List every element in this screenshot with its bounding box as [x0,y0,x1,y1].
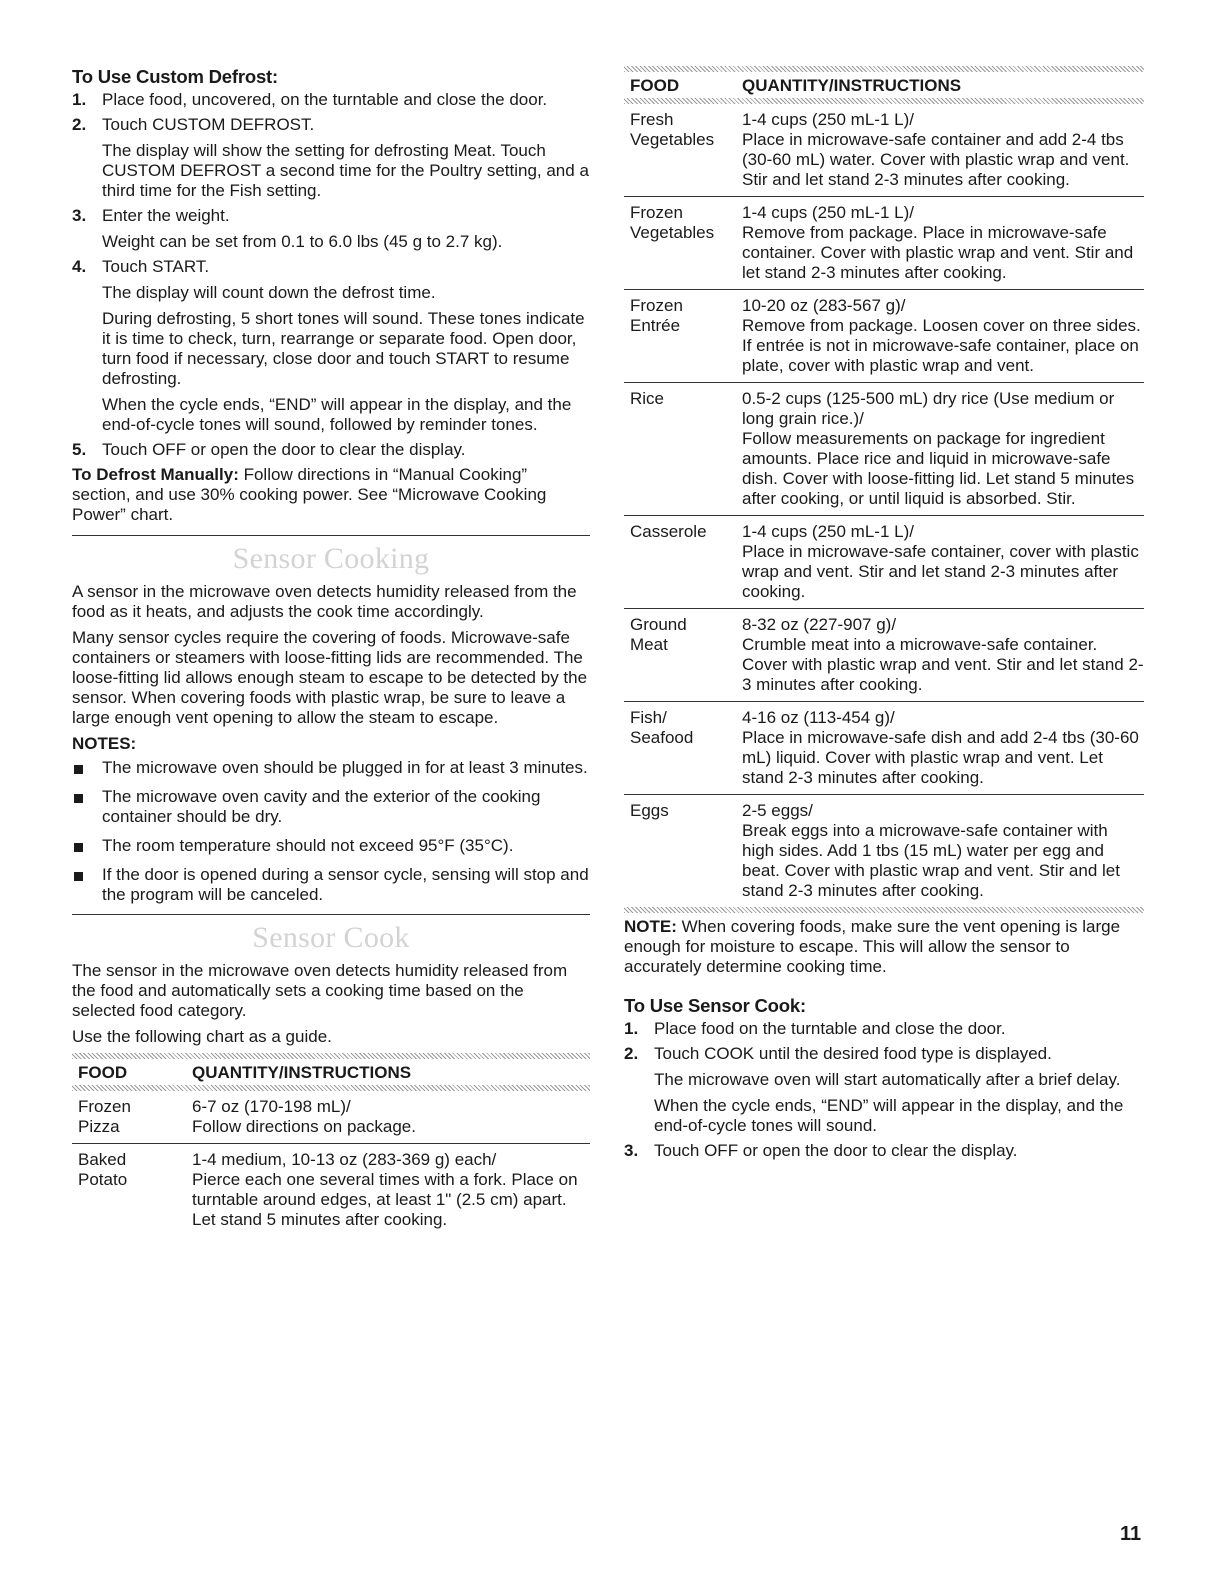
table-row [72,1091,590,1144]
step-text: During defrosting, 5 short tones will sound. These tones indicate it is time to check, turn, rearrange or separate food. Open door, turn food if necessary, close door and touch START to resume defrosting. [102,309,585,388]
step-item [624,1044,1144,1136]
table-row [72,1144,590,1237]
food-cell: Fish/ Seafood [624,702,734,795]
step-body [102,115,590,201]
instructions-text: Remove from package. Place in microwave-safe container. Cover with plastic wrap and vent. Stir and let stand 2-3 minutes after cooking. [742,223,1134,282]
instructions-text: Pierce each one several times with a fork. Place on turntable around edges, at least 1" (2.5 cm) apart. Let stand 5 minutes after cooking. [192,1170,578,1229]
sensor-note-paragraph [624,917,1144,977]
step-text: Place food, uncovered, on the turntable and close the door. [102,90,548,109]
instructions-text: Place in microwave-safe dish and add 2-4 tbs (30-60 mL) liquid. Cover with plastic wrap and vent. Let stand 2-3 minutes after cooking. [742,728,1139,787]
step-number: 2. [72,115,87,134]
right-column [624,66,1144,1166]
quantity-text: 6-7 oz (170-198 mL)/ [192,1097,351,1116]
step-item [72,90,590,110]
food-cell: Baked Potato [78,1150,128,1189]
instructions-text: Break eggs into a microwave-safe container with high sides. Add 1 tbs (15 mL) water per egg and beat. Cover with plastic wrap and vent. Stir and let stand 2-3 minutes after cooking. [742,821,1120,900]
sensor-cook-guide: Use the following chart as a guide. [72,1027,332,1046]
food-cell: Eggs [630,801,669,820]
food-cell: Fresh Vegetables [624,104,734,197]
quantity-cell [734,702,1144,795]
page-number: 11 [1120,1523,1142,1545]
step-body [102,206,590,252]
sensor-cooking-covering: Many sensor cycles require the covering of foods. Microwave-safe containers or steamers with loose-fitting lids are recommended. The loose-fitting lid allows enough steam to escape to be detected by the sensor. When covering foods with plastic wrap, be sure to leave a large enough vent opening to allow the steam to escape. [72,628,588,727]
sensor-note-label: NOTE: [624,917,677,936]
col-header-food: FOOD [630,76,680,95]
step-body [654,1044,1144,1136]
quantity-cell [734,104,1144,197]
step-text: Touch OFF or open the door to clear the display. [654,1141,1018,1160]
sensor-cook-table-right [624,72,1144,907]
notes-heading: NOTES: [72,734,137,753]
step-body [102,440,590,460]
quantity-text: 1-4 cups (250 mL-1 L)/ [742,203,914,222]
quantity-cell [734,516,1144,609]
quantity-text: 0.5-2 cups (125-500 mL) dry rice (Use medium or long grain rice.)/ [742,389,1115,428]
quantity-cell [734,290,1144,383]
step-item [72,206,590,252]
note-item [72,836,590,856]
step-text: Touch START. [102,257,210,276]
instructions-text: Follow directions on package. [192,1117,416,1136]
step-number: 3. [624,1141,639,1160]
quantity-text: 1-4 medium, 10-13 oz (283-369 g) each/ [192,1150,497,1169]
table-header-row [72,1059,590,1085]
food-cell: Ground Meat [624,609,734,702]
step-body [654,1019,1144,1039]
step-text: Place food on the turntable and close the door. [654,1019,1006,1038]
note-item [72,865,590,905]
bullet-square-icon [72,836,102,856]
col-header-quantity: QUANTITY/INSTRUCTIONS [192,1063,412,1082]
quantity-cell [734,197,1144,290]
note-text: The room temperature should not exceed 95°F (35°C). [102,836,514,855]
quantity-text: 8-32 oz (227-907 g)/ [742,615,897,634]
instructions-text: Place in microwave-safe container and add 2-4 tbs (30-60 mL) water. Cover with plastic wrap and vent. Stir and let stand 2-3 minutes after cooking. [742,130,1130,189]
quantity-cell [734,795,1144,908]
table-row [624,383,1144,516]
quantity-cell [734,609,1144,702]
sensor-cook-title: Sensor Cook [252,921,410,954]
step-number: 1. [72,90,87,109]
step-text: The display will count down the defrost time. [102,283,436,302]
step-number: 1. [624,1019,639,1038]
table-bottom-hatch [624,907,1144,913]
custom-defrost-heading: To Use Custom Defrost: [72,66,278,87]
step-number: 2. [624,1044,639,1063]
step-body [654,1141,1144,1161]
step-item [624,1141,1144,1161]
bullet-square-icon [72,758,102,778]
notes-list [72,758,590,905]
left-column [72,66,590,1236]
sensor-cook-table-left [72,1059,590,1236]
sensor-cooking-title: Sensor Cooking [232,542,430,575]
sensor-note-text: When covering foods, make sure the vent opening is large enough for moisture to escape. This will allow the sensor to accurately determine cooking time. [624,917,1121,976]
col-header-quantity: QUANTITY/INSTRUCTIONS [742,76,962,95]
quantity-text: 1-4 cups (250 mL-1 L)/ [742,522,914,541]
step-item [72,440,590,460]
step-item [72,257,590,435]
instructions-text: Follow measurements on package for ingredient amounts. Place rice and liquid in microwave-safe dish. Cover with loose-fitting lid. Let stand 5 minutes after cooking, or until liquid is absorbed. Stir. [742,429,1135,508]
step-item [72,115,590,201]
col-header-food: FOOD [78,1063,128,1082]
instructions-text: Crumble meat into a microwave-safe container. Cover with plastic wrap and vent. Stir and let stand 2-3 minutes after cooking. [742,635,1144,694]
step-text: Enter the weight. [102,206,230,225]
custom-defrost-steps [72,90,590,460]
quantity-text: 1-4 cups (250 mL-1 L)/ [742,110,914,129]
step-text: The microwave oven will start automatically after a brief delay. [654,1070,1121,1089]
step-text: When the cycle ends, “END” will appear in the display, and the end-of-cycle tones will sound. [654,1096,1124,1135]
bullet-square-icon [72,865,102,905]
sensor-cook-steps [624,1019,1144,1161]
note-text: The microwave oven should be plugged in for at least 3 minutes. [102,758,588,777]
note-item [72,787,590,827]
step-text: Touch OFF or open the door to clear the display. [102,440,466,459]
step-body [102,257,590,435]
instructions-text: Place in microwave-safe container, cover with plastic wrap and vent. Stir and let stand 2-3 minutes after cooking. [742,542,1139,601]
section-divider [72,914,590,915]
quantity-text: 2-5 eggs/ [742,801,813,820]
manual-defrost-text: Follow directions in “Manual Cooking” section, and use 30% cooking power. See “Microwave Cooking Power” chart. [72,465,547,524]
quantity-cell [184,1091,590,1144]
quantity-text: 10-20 oz (283-567 g)/ [742,296,906,315]
table-row [624,197,1144,290]
step-text: The display will show the setting for defrosting Meat. Touch CUSTOM DEFROST a second time for the Poultry setting, and a third time for the Fish setting. [102,141,589,200]
step-text: Touch COOK until the desired food type is displayed. [654,1044,1052,1063]
instructions-text: Remove from package. Loosen cover on three sides. If entrée is not in microwave-safe container, place on plate, cover with plastic wrap and vent. [742,316,1141,375]
bullet-square-icon [72,787,102,827]
quantity-text: 4-16 oz (113-454 g)/ [742,708,895,727]
note-item [72,758,590,778]
sensor-cook-intro: The sensor in the microwave oven detects humidity released from the food and automatically sets a cooking time based on the selected food category. [72,961,568,1020]
quantity-cell [734,383,1144,516]
step-body [102,90,590,110]
food-cell: Frozen Vegetables [624,197,734,290]
food-cell: Rice [624,383,734,516]
use-sensor-cook-heading: To Use Sensor Cook: [624,995,806,1016]
food-cell: Frozen Entrée [624,290,734,383]
food-cell: Casserole [624,516,734,609]
step-number: 4. [72,257,87,276]
table-row [624,795,1144,908]
manual-defrost-label: To Defrost Manually: [72,465,239,484]
step-text: Touch CUSTOM DEFROST. [102,115,315,134]
table-row [624,290,1144,383]
food-cell: Frozen Pizza [72,1091,184,1144]
step-number: 5. [72,440,87,459]
table-row [624,702,1144,795]
manual-defrost-paragraph [72,465,590,525]
table-row [624,104,1144,197]
step-number: 3. [72,206,87,225]
note-text: If the door is opened during a sensor cycle, sensing will stop and the program will be canceled. [102,865,589,904]
table-row [624,609,1144,702]
table-row [624,516,1144,609]
step-text: When the cycle ends, “END” will appear in the display, and the end-of-cycle tones will sound, followed by reminder tones. [102,395,572,434]
quantity-cell [184,1144,590,1237]
section-divider [72,535,590,536]
sensor-cooking-intro: A sensor in the microwave oven detects humidity released from the food as it heats, and adjusts the cook time accordingly. [72,582,577,621]
note-text: The microwave oven cavity and the exterior of the cooking container should be dry. [102,787,541,826]
table-header-row [624,72,1144,98]
step-text: Weight can be set from 0.1 to 6.0 lbs (45 g to 2.7 kg). [102,232,503,251]
step-item [624,1019,1144,1039]
